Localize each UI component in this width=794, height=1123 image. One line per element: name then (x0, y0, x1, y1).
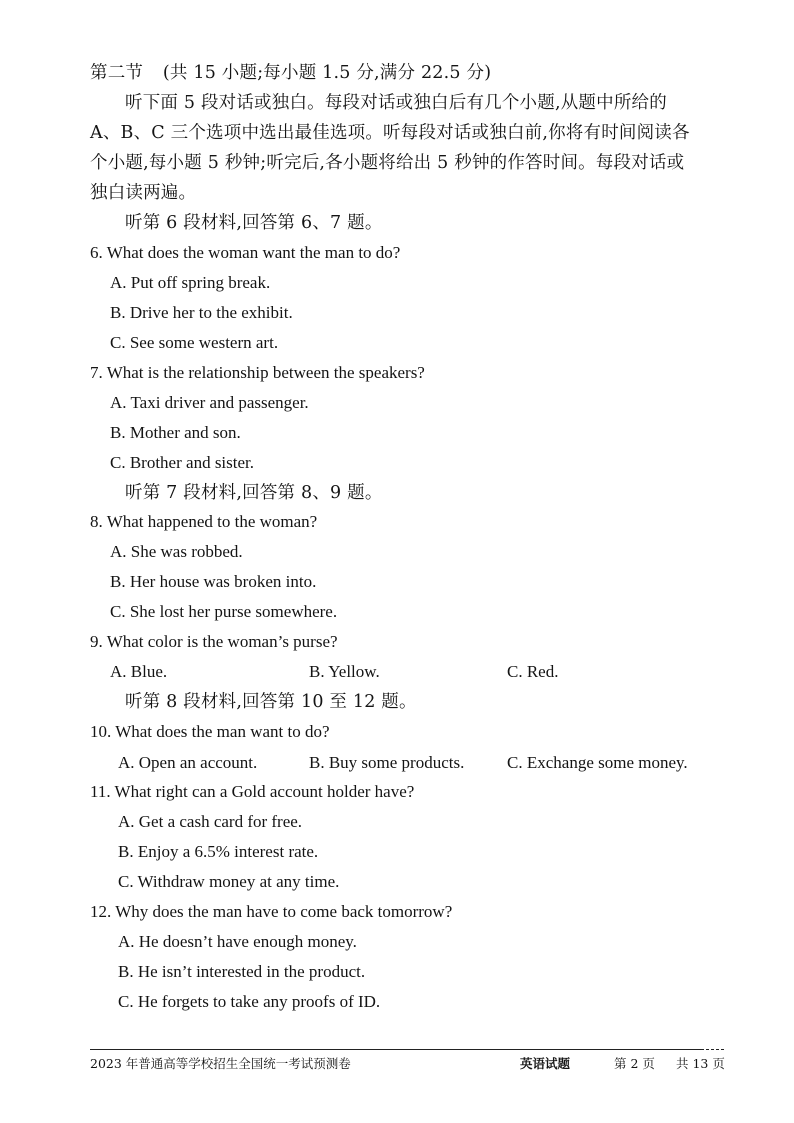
material-heading: 听第 7 段材料,回答第 8、9 题。 (125, 483, 383, 503)
question-option[interactable]: C. She lost her purse somewhere. (110, 602, 338, 621)
question-option[interactable]: B. Enjoy a 6.5% interest rate. (118, 842, 319, 861)
instruction-line-1: 听下面 5 段对话或独白。每段对话或独白后有几个小题,从题中所给的 (125, 93, 667, 113)
question-option[interactable]: A. She was robbed. (110, 542, 243, 561)
question-option[interactable]: B. Her house was broken into. (110, 572, 317, 591)
question-option[interactable]: C. Exchange some money. (507, 753, 688, 772)
footer-exam-name: 2023 年普通高等学校招生全国统一考试预测卷 (90, 1056, 351, 1071)
question-stem: 10. What does the man want to do? (90, 722, 330, 741)
question-option[interactable]: C. Red. (507, 662, 559, 681)
question-stem: 9. What color is the woman’s purse? (90, 632, 338, 651)
question-option[interactable]: B. Drive her to the exhibit. (110, 303, 293, 322)
footer-page-number: 第 2 页 (614, 1056, 655, 1071)
footer-divider-dashed (706, 1049, 724, 1050)
question-stem: 7. What is the relationship between the speakers? (90, 363, 425, 382)
footer-subject: 英语试题 (520, 1056, 571, 1071)
question-option[interactable]: C. See some western art. (110, 333, 279, 352)
instruction-line-2: A、B、C 三个选项中选出最佳选项。听每段对话或独白前,你将有时间阅读各 (90, 123, 690, 143)
instruction-line-4: 独白读两遍。 (90, 183, 197, 203)
question-stem: 8. What happened to the woman? (90, 512, 318, 531)
question-option[interactable]: B. Yellow. (309, 662, 380, 681)
question-option[interactable]: A. Blue. (110, 662, 168, 681)
question-stem: 12. Why does the man have to come back tomorrow? (90, 902, 453, 921)
question-option[interactable]: C. Brother and sister. (110, 453, 255, 472)
question-option[interactable]: B. He isn’t interested in the product. (118, 962, 366, 981)
section-note: (共 15 小题;每小题 1.5 分,满分 22.5 分) (162, 63, 492, 83)
question-option[interactable]: B. Buy some products. (309, 753, 465, 772)
footer-divider (90, 1049, 704, 1050)
footer-total-pages: 共 13 页 (676, 1056, 725, 1071)
section-header (90, 62, 491, 84)
section-title: 第二节 (90, 63, 144, 83)
question-option[interactable]: A. Taxi driver and passenger. (110, 393, 309, 412)
question-stem: 11. What right can a Gold account holder have? (90, 782, 415, 801)
question-option[interactable]: A. Put off spring break. (110, 273, 271, 292)
question-option[interactable]: A. He doesn’t have enough money. (118, 932, 357, 951)
instruction-line-3: 个小题,每小题 5 秒钟;听完后,各小题将给出 5 秒钟的作答时间。每段对话或 (90, 153, 685, 173)
question-option[interactable]: B. Mother and son. (110, 423, 241, 442)
question-option[interactable]: A. Open an account. (118, 753, 258, 772)
material-heading: 听第 8 段材料,回答第 10 至 12 题。 (125, 692, 417, 712)
question-option[interactable]: A. Get a cash card for free. (118, 812, 303, 831)
material-heading: 听第 6 段材料,回答第 6、7 题。 (125, 213, 383, 233)
question-option[interactable]: C. Withdraw money at any time. (118, 872, 340, 891)
question-stem: 6. What does the woman want the man to do? (90, 243, 401, 262)
question-option[interactable]: C. He forgets to take any proofs of ID. (118, 992, 381, 1011)
